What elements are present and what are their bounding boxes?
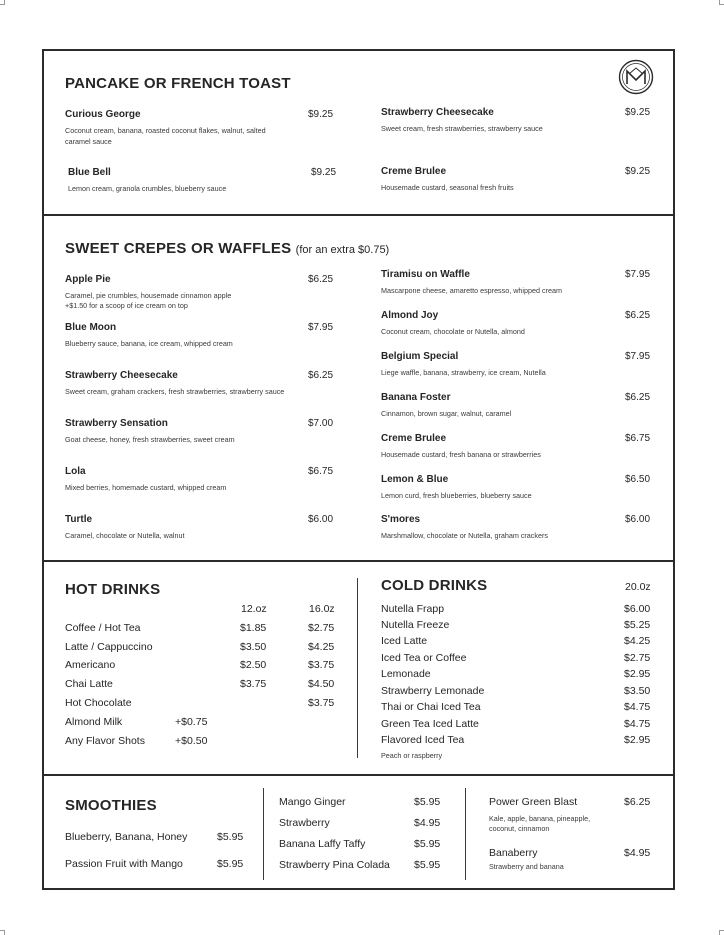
item-name: Blue Moon xyxy=(65,322,117,333)
item-name: Turtle xyxy=(65,514,93,525)
section-divider xyxy=(42,214,675,216)
drink-price: $2.95 xyxy=(624,668,651,680)
smoothie-price: $4.95 xyxy=(624,847,651,859)
item-price: $7.00 xyxy=(308,418,334,429)
drink-name: Coffee / Hot Tea xyxy=(65,622,141,634)
drink-name: Nutella Frapp xyxy=(381,603,445,615)
size-header: 12.oz xyxy=(241,603,267,615)
smoothie-desc: coconut, cinnamon xyxy=(489,824,550,833)
smoothie-name: Banana Laffy Taffy xyxy=(279,838,366,850)
item-name: Strawberry Cheesecake xyxy=(381,107,494,118)
smoothies-title: SMOOTHIES xyxy=(65,797,157,814)
item-desc: Goat cheese, honey, fresh strawberries, sweet cream xyxy=(65,435,235,444)
drink-price: $4.25 xyxy=(624,635,651,647)
smoothie-name: Mango Ginger xyxy=(279,796,346,808)
drink-name: Flavored Iced Tea xyxy=(381,734,465,746)
item-price: $7.95 xyxy=(625,351,651,362)
drink-price: $4.25 xyxy=(308,641,335,653)
item-desc: Marshmallow, chocolate or Nutella, graham crackers xyxy=(381,531,548,540)
pancake-title: PANCAKE OR FRENCH TOAST xyxy=(65,75,291,92)
item-price: $7.95 xyxy=(308,322,334,333)
item-desc: Cinnamon, brown sugar, walnut, caramel xyxy=(381,409,512,418)
drink-price: $2.95 xyxy=(624,734,651,746)
smoothie-price: $5.95 xyxy=(217,831,244,843)
item-price: $6.25 xyxy=(625,310,651,321)
drink-name: Iced Latte xyxy=(381,635,428,647)
item-name: Apple Pie xyxy=(65,274,111,285)
item-desc: Housemade custard, fresh banana or strawberries xyxy=(381,450,541,459)
drink-price: $4.50 xyxy=(308,678,335,690)
smoothie-price: $5.95 xyxy=(414,838,441,850)
smoothie-name: Strawberry xyxy=(279,817,330,829)
item-desc: Liege waffle, banana, strawberry, ice cream, Nutella xyxy=(381,368,546,377)
drink-price: $3.50 xyxy=(624,685,651,697)
crepes-title-text: SWEET CREPES OR WAFFLES xyxy=(65,240,292,257)
drink-name: Americano xyxy=(65,659,116,671)
item-name: Blue Bell xyxy=(68,167,111,178)
smoothie-name: Power Green Blast xyxy=(489,796,578,808)
drink-price: +$0.75 xyxy=(175,716,208,728)
item-price: $9.25 xyxy=(625,166,651,177)
drink-name: Chai Latte xyxy=(65,678,113,690)
hot-drinks-title: HOT DRINKS xyxy=(65,581,161,598)
drink-name: Nutella Freeze xyxy=(381,619,450,631)
drink-name: Thai or Chai Iced Tea xyxy=(381,701,481,713)
cold-drinks-title: COLD DRINKS xyxy=(381,577,488,594)
smoothies-divider xyxy=(263,788,264,880)
item-desc: Coconut cream, chocolate or Nutella, almond xyxy=(381,327,525,336)
item-price: $6.00 xyxy=(625,514,651,525)
crop-mark xyxy=(0,0,5,5)
smoothie-price: $5.95 xyxy=(217,858,244,870)
drink-price: $3.50 xyxy=(240,641,267,653)
drinks-divider xyxy=(357,578,358,758)
item-price: $6.25 xyxy=(308,274,334,285)
size-header: 20.0z xyxy=(625,581,651,593)
drink-price: $2.75 xyxy=(308,622,335,634)
item-price: $6.25 xyxy=(625,392,651,403)
drink-price: +$0.50 xyxy=(175,735,208,747)
smoothie-desc: Kale, apple, banana, pineapple, xyxy=(489,814,591,823)
drink-name: Strawberry Lemonade xyxy=(381,685,485,697)
crop-mark xyxy=(0,930,5,935)
item-desc: Lemon curd, fresh blueberries, blueberry sauce xyxy=(381,491,532,500)
item-name: S'mores xyxy=(381,514,421,525)
crop-mark xyxy=(719,0,724,5)
crop-mark xyxy=(719,930,724,935)
item-price: $9.25 xyxy=(308,109,334,120)
smoothie-name: Strawberry Pina Colada xyxy=(279,859,390,871)
item-desc: +$1.50 for a scoop of ice cream on top xyxy=(65,301,188,310)
drink-name: Latte / Cappuccino xyxy=(65,641,153,653)
item-price: $6.00 xyxy=(308,514,334,525)
item-desc: Caramel, pie crumbles, housemade cinnamon apple xyxy=(65,291,232,300)
drink-price: $6.00 xyxy=(624,603,651,615)
drink-name: Hot Chocolate xyxy=(65,697,132,709)
drink-name: Green Tea Iced Latte xyxy=(381,718,479,730)
item-desc: Sweet cream, fresh strawberries, strawberry sauce xyxy=(381,124,543,133)
item-name: Creme Brulee xyxy=(381,166,447,177)
smoothie-name: Passion Fruit with Mango xyxy=(65,858,183,870)
item-price: $6.75 xyxy=(308,466,334,477)
logo-emblem-icon xyxy=(618,59,654,95)
item-name: Tiramisu on Waffle xyxy=(381,269,470,280)
smoothies-divider xyxy=(465,788,466,880)
drink-name: Iced Tea or Coffee xyxy=(381,652,467,664)
item-name: Belgium Special xyxy=(381,351,459,362)
item-desc: Caramel, chocolate or Nutella, walnut xyxy=(65,531,185,540)
smoothie-price: $6.25 xyxy=(624,796,651,808)
drink-name: Any Flavor Shots xyxy=(65,735,145,747)
item-price: $9.25 xyxy=(311,167,337,178)
drink-price: $2.75 xyxy=(624,652,651,664)
item-price: $6.75 xyxy=(625,433,651,444)
drink-note: Peach or raspberry xyxy=(381,751,443,760)
drink-price: $3.75 xyxy=(240,678,267,690)
drink-price: $5.25 xyxy=(624,619,651,631)
drink-name: Almond Milk xyxy=(65,716,123,728)
item-name: Almond Joy xyxy=(381,310,439,321)
item-price: $9.25 xyxy=(625,107,651,118)
drink-price: $4.75 xyxy=(624,701,651,713)
item-desc: Mascarpone cheese, amaretto espresso, whipped cream xyxy=(381,286,562,295)
item-price: $7.95 xyxy=(625,269,651,280)
drink-price: $2.50 xyxy=(240,659,267,671)
item-desc: Blueberry sauce, banana, ice cream, whipped cream xyxy=(65,339,233,348)
item-price: $6.25 xyxy=(308,370,334,381)
item-desc: caramel sauce xyxy=(65,137,112,146)
item-desc: Housemade custard, seasonal fresh fruits xyxy=(381,183,514,192)
crepes-note: (for an extra $0.75) xyxy=(295,244,390,256)
smoothie-price: $4.95 xyxy=(414,817,441,829)
drink-price: $4.75 xyxy=(624,718,651,730)
item-name: Strawberry Sensation xyxy=(65,418,168,429)
item-name: Banana Foster xyxy=(381,392,451,403)
item-name: Creme Brulee xyxy=(381,433,447,444)
item-price: $6.50 xyxy=(625,474,651,485)
smoothie-name: Blueberry, Banana, Honey xyxy=(65,831,188,843)
drink-name: Lemonade xyxy=(381,668,431,680)
item-name: Lemon & Blue xyxy=(381,474,449,485)
smoothie-desc: Strawberry and banana xyxy=(489,862,564,871)
menu-frame xyxy=(42,49,675,890)
section-divider xyxy=(42,560,675,562)
item-desc: Lemon cream, granola crumbles, blueberry sauce xyxy=(68,184,227,193)
item-name: Lola xyxy=(65,466,86,477)
drink-price: $1.85 xyxy=(240,622,267,634)
section-divider xyxy=(42,774,675,776)
drink-price: $3.75 xyxy=(308,697,335,709)
drink-price: $3.75 xyxy=(308,659,335,671)
item-desc: Sweet cream, graham crackers, fresh strawberries, strawberry sauce xyxy=(65,387,285,396)
smoothie-price: $5.95 xyxy=(414,859,441,871)
item-desc: Mixed berries, homemade custard, whipped cream xyxy=(65,483,227,492)
crepes-title xyxy=(65,240,389,257)
smoothie-price: $5.95 xyxy=(414,796,441,808)
smoothie-name: Banaberry xyxy=(489,847,538,859)
item-desc: Coconut cream, banana, roasted coconut flakes, walnut, salted xyxy=(65,126,266,135)
size-header: 16.0z xyxy=(309,603,335,615)
item-name: Strawberry Cheesecake xyxy=(65,370,178,381)
item-name: Curious George xyxy=(65,109,141,120)
